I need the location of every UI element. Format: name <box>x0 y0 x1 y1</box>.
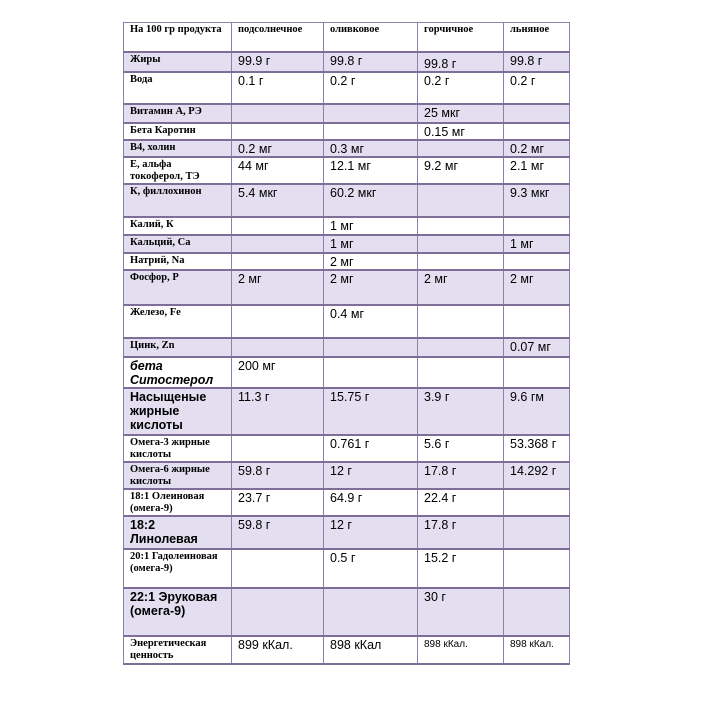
value-cell <box>232 104 324 123</box>
nutrition-table <box>123 22 570 665</box>
value-cell: 0.2 г <box>504 72 570 104</box>
value-cell: 17.8 г <box>418 516 504 549</box>
row-label: 18:1 Олеиновая (омега-9) <box>124 489 232 516</box>
table-row <box>124 253 570 270</box>
value-cell <box>504 588 570 636</box>
value-cell: 12 г <box>324 462 418 489</box>
value-cell: 2 мг <box>418 270 504 305</box>
value-cell: 2 мг <box>324 270 418 305</box>
value-cell: 2.1 мг <box>504 157 570 184</box>
value-cell: 899 кКал. <box>232 636 324 664</box>
value-cell: 0.761 г <box>324 435 418 462</box>
value-cell <box>232 305 324 338</box>
value-cell: 2 мг <box>232 270 324 305</box>
row-label: Натрий, Na <box>124 253 232 270</box>
table-row <box>124 184 570 217</box>
table-row <box>124 305 570 338</box>
value-cell: 60.2 мкг <box>324 184 418 217</box>
value-cell: 0.2 г <box>324 72 418 104</box>
value-cell: 9.6 гм <box>504 388 570 435</box>
value-cell <box>324 338 418 357</box>
table-body <box>124 23 570 664</box>
value-cell: 12.1 мг <box>324 157 418 184</box>
header-cell: горчичное <box>418 23 504 52</box>
value-cell: 53.368 г <box>504 435 570 462</box>
row-label: Цинк, Zn <box>124 338 232 357</box>
table-row <box>124 72 570 104</box>
table-row <box>124 338 570 357</box>
value-cell: 99.8 г <box>504 52 570 72</box>
value-cell: 30 г <box>418 588 504 636</box>
value-cell: 44 мг <box>232 157 324 184</box>
row-label: В4, холин <box>124 140 232 157</box>
table-row <box>124 217 570 235</box>
value-cell <box>504 489 570 516</box>
row-label: Калий, К <box>124 217 232 235</box>
value-cell: 0.1 г <box>232 72 324 104</box>
value-cell: 99.8 г <box>324 52 418 72</box>
value-cell <box>418 338 504 357</box>
value-cell: 0.2 мг <box>232 140 324 157</box>
value-cell: 59.8 г <box>232 462 324 489</box>
value-cell <box>504 516 570 549</box>
row-label: бета Ситостерол <box>124 357 232 388</box>
value-cell: 59.8 г <box>232 516 324 549</box>
value-cell <box>504 357 570 388</box>
value-cell <box>418 217 504 235</box>
value-cell <box>504 305 570 338</box>
value-cell: 15.2 г <box>418 549 504 588</box>
row-label: Железо, Fe <box>124 305 232 338</box>
table-row <box>124 235 570 253</box>
value-cell: 25 мкг <box>418 104 504 123</box>
table-row <box>124 52 570 72</box>
row-label: Фосфор, Р <box>124 270 232 305</box>
value-cell: 200 мг <box>232 357 324 388</box>
table-row <box>124 549 570 588</box>
value-cell <box>504 217 570 235</box>
row-label: Витамин А, РЭ <box>124 104 232 123</box>
row-label: Е, альфа токоферол, ТЭ <box>124 157 232 184</box>
value-cell: 5.6 г <box>418 435 504 462</box>
value-cell: 9.2 мг <box>418 157 504 184</box>
table-row <box>124 357 570 388</box>
value-cell: 0.4 мг <box>324 305 418 338</box>
row-label: Насыщеные жирные кислоты <box>124 388 232 435</box>
value-cell <box>418 305 504 338</box>
value-cell: 0.07 мг <box>504 338 570 357</box>
row-label: Энергетическая ценность <box>124 636 232 664</box>
header-cell: оливковое <box>324 23 418 52</box>
value-cell: 0.15 мг <box>418 123 504 140</box>
value-cell <box>232 588 324 636</box>
row-label: Вода <box>124 72 232 104</box>
value-cell: 2 мг <box>324 253 418 270</box>
table-row <box>124 104 570 123</box>
value-cell <box>324 588 418 636</box>
header-cell: льняное <box>504 23 570 52</box>
value-cell <box>324 104 418 123</box>
value-cell <box>232 435 324 462</box>
value-cell: 1 мг <box>504 235 570 253</box>
value-cell <box>418 235 504 253</box>
table-row <box>124 489 570 516</box>
value-cell: 11.3 г <box>232 388 324 435</box>
row-label: 18:2 Линолевая <box>124 516 232 549</box>
header-cell: подсолнечное <box>232 23 324 52</box>
table-row <box>124 636 570 664</box>
value-cell <box>418 253 504 270</box>
value-cell <box>504 253 570 270</box>
value-cell: 898 кКал <box>324 636 418 664</box>
table-row <box>124 123 570 140</box>
value-cell: 1 мг <box>324 217 418 235</box>
value-cell: 17.8 г <box>418 462 504 489</box>
value-cell <box>418 357 504 388</box>
table-row <box>124 270 570 305</box>
value-cell <box>232 338 324 357</box>
value-cell <box>504 123 570 140</box>
table-row <box>124 462 570 489</box>
value-cell: 2 мг <box>504 270 570 305</box>
table-row <box>124 140 570 157</box>
table-row <box>124 435 570 462</box>
row-label: 22:1 Эруковая (омега-9) <box>124 588 232 636</box>
value-cell: 3.9 г <box>418 388 504 435</box>
value-cell: 9.3 мкг <box>504 184 570 217</box>
value-cell <box>232 217 324 235</box>
value-cell <box>232 123 324 140</box>
value-cell <box>232 253 324 270</box>
header-row <box>124 23 570 52</box>
row-label: Бета Каротин <box>124 123 232 140</box>
header-cell: На 100 гр продукта <box>124 23 232 52</box>
row-label: К, филлохинон <box>124 184 232 217</box>
value-cell: 23.7 г <box>232 489 324 516</box>
table-row <box>124 516 570 549</box>
value-cell: 1 мг <box>324 235 418 253</box>
row-label: Кальций, Са <box>124 235 232 253</box>
value-cell: 99.9 г <box>232 52 324 72</box>
value-cell: 0.3 мг <box>324 140 418 157</box>
row-label: Омега-6 жирные кислоты <box>124 462 232 489</box>
value-cell: 12 г <box>324 516 418 549</box>
value-cell: 99.8 г <box>418 52 504 72</box>
value-cell: 0.2 мг <box>504 140 570 157</box>
value-cell: 0.2 г <box>418 72 504 104</box>
value-cell: 14.292 г <box>504 462 570 489</box>
table-row <box>124 157 570 184</box>
value-cell <box>324 123 418 140</box>
value-cell: 898 кКал. <box>504 636 570 664</box>
table-row <box>124 588 570 636</box>
value-cell <box>504 549 570 588</box>
value-cell <box>232 549 324 588</box>
value-cell <box>418 184 504 217</box>
value-cell <box>504 104 570 123</box>
value-cell <box>418 140 504 157</box>
value-cell <box>324 357 418 388</box>
value-cell: 64.9 г <box>324 489 418 516</box>
value-cell: 22.4 г <box>418 489 504 516</box>
value-cell: 0.5 г <box>324 549 418 588</box>
table-row <box>124 388 570 435</box>
value-cell: 15.75 г <box>324 388 418 435</box>
row-label: Омега-3 жирные кислоты <box>124 435 232 462</box>
value-cell: 5.4 мкг <box>232 184 324 217</box>
value-cell <box>232 235 324 253</box>
value-cell: 898 кКал. <box>418 636 504 664</box>
row-label: 20:1 Гадолеиновая (омега-9) <box>124 549 232 588</box>
row-label: Жиры <box>124 52 232 72</box>
